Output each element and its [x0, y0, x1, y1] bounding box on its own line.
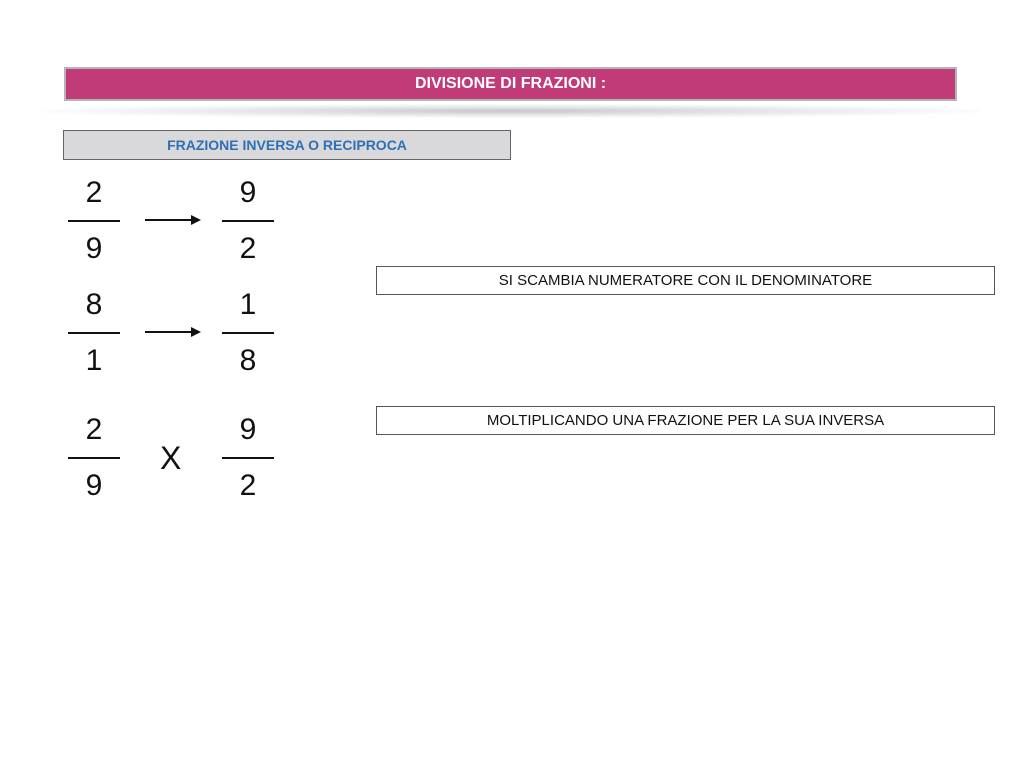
numerator: 2 — [85, 413, 103, 446]
fraction-row1-right — [220, 176, 276, 266]
denominator: 9 — [85, 469, 103, 502]
fraction-row1-left — [66, 176, 122, 266]
numerator: 8 — [85, 288, 103, 321]
title-shadow — [40, 104, 980, 118]
note-swap-text: SI SCAMBIA NUMERATORE CON IL DENOMINATORE — [498, 272, 873, 289]
note-multiply-text: MOLTIPLICANDO UNA FRAZIONE PER LA SUA INVERSA — [486, 412, 885, 429]
section-subtitle-text: FRAZIONE INVERSA O RECIPROCA — [167, 137, 407, 153]
fraction-bar — [68, 220, 120, 222]
arrow-right-icon — [145, 326, 201, 338]
note-multiply — [376, 406, 995, 435]
denominator: 9 — [85, 232, 103, 265]
fraction-bar — [222, 332, 274, 334]
page-title — [64, 67, 957, 101]
denominator: 8 — [239, 344, 257, 377]
note-swap — [376, 266, 995, 295]
page-title-text: DIVISIONE DI FRAZIONI : — [414, 75, 607, 92]
fraction-row3-left — [66, 413, 122, 503]
numerator: 1 — [239, 288, 257, 321]
multiply-operator: X — [160, 440, 182, 476]
arrow-right-icon — [145, 214, 201, 226]
fraction-bar — [222, 220, 274, 222]
fraction-bar — [68, 457, 120, 459]
fraction-row3-right — [220, 413, 276, 503]
fraction-row2-right — [220, 288, 276, 378]
numerator: 9 — [239, 413, 257, 446]
denominator: 2 — [239, 232, 257, 265]
numerator: 9 — [239, 176, 257, 209]
section-subtitle — [63, 130, 511, 160]
fraction-bar — [68, 332, 120, 334]
denominator: 2 — [239, 469, 257, 502]
fraction-bar — [222, 457, 274, 459]
denominator: 1 — [85, 344, 103, 377]
numerator: 2 — [85, 176, 103, 209]
fraction-row2-left — [66, 288, 122, 378]
